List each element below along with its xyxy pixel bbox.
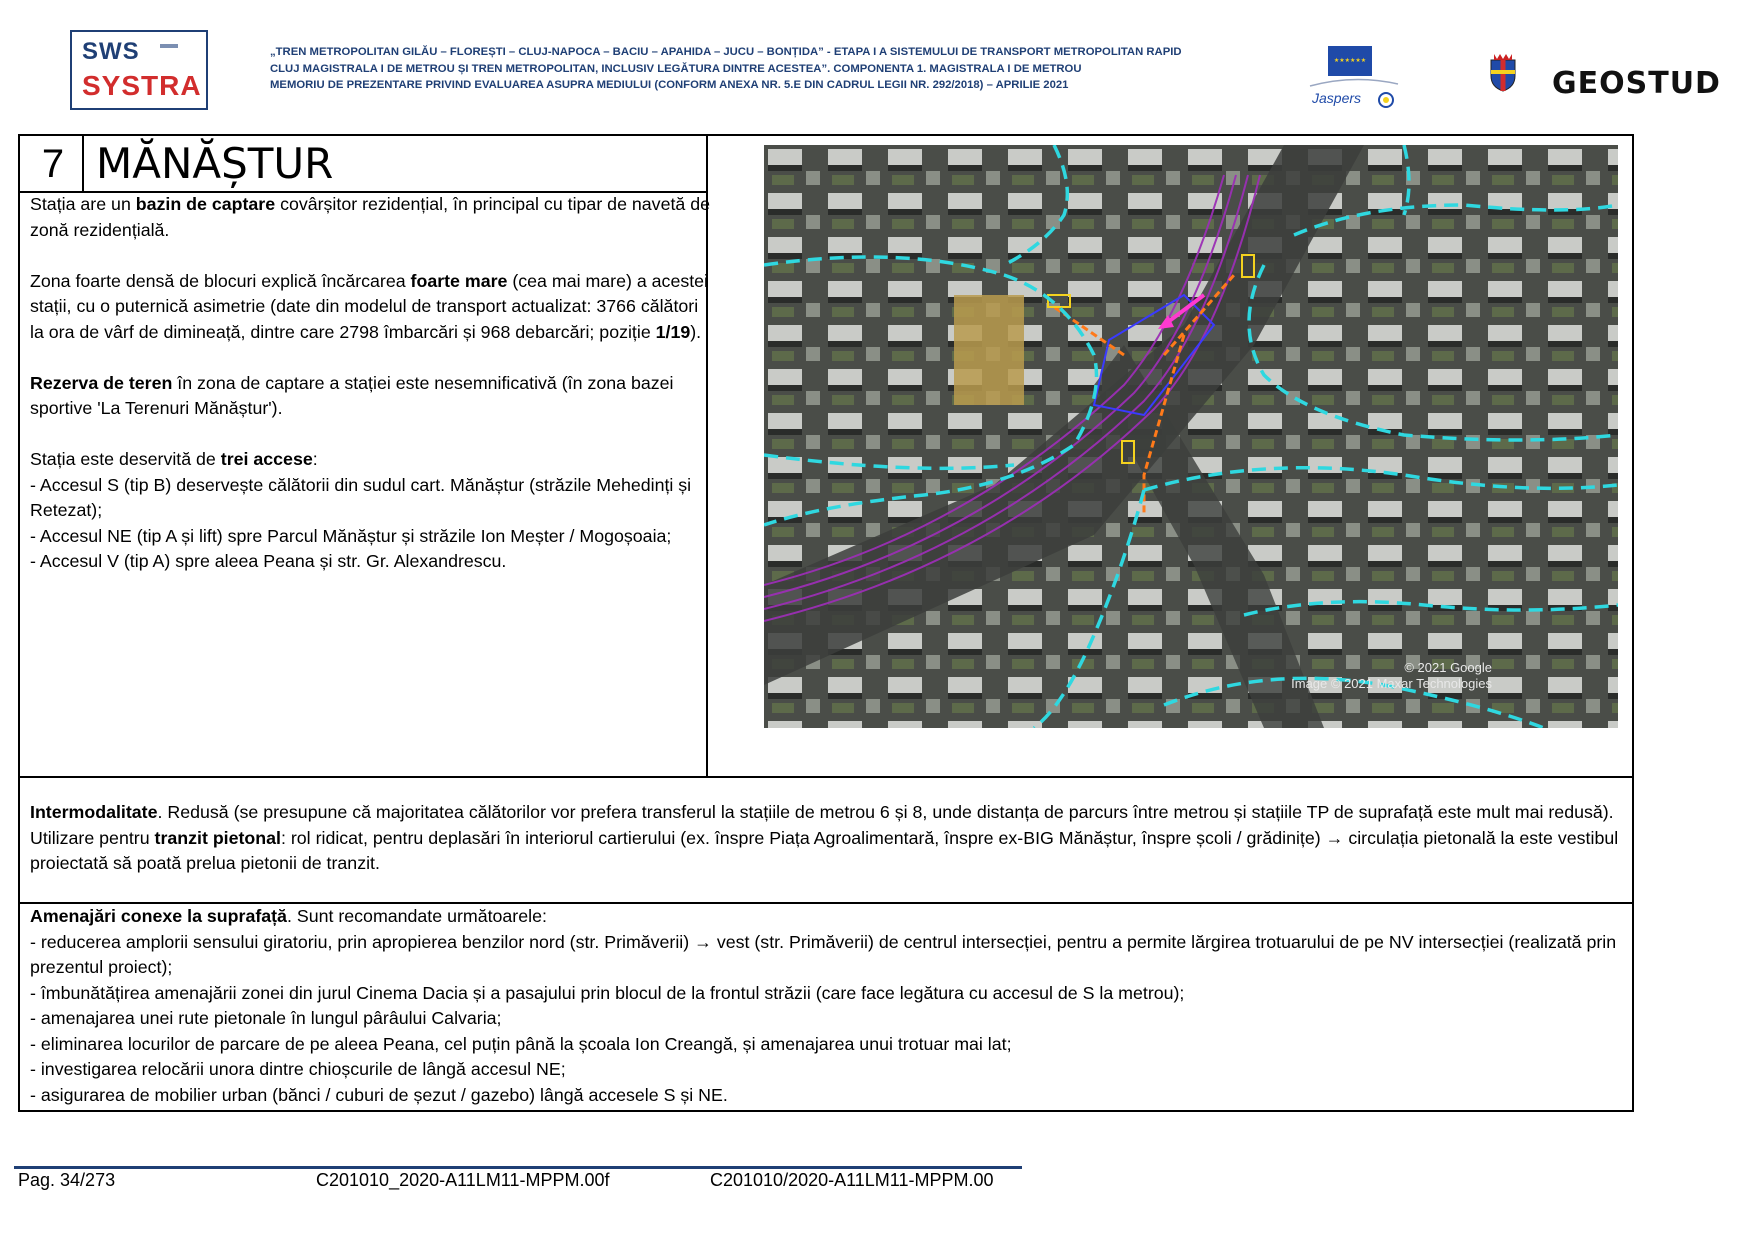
jaspers-swirl-icon (1376, 88, 1396, 112)
surface-amenities-section (30, 904, 1620, 1108)
text-run: : rol ridicat, pentru deplasări în interiorul cartierului (ex. înspre Piața Agroalimentară, înspre ex-BIG Mănăștur, înspre școli / grădinițe) → circulația pietonală la este vestibul proiectată să poată prelua pietonii de tranzit. (30, 827, 1619, 873)
bold-text: 1/19 (655, 321, 691, 342)
amenities-paragraph (30, 930, 1620, 981)
left_paragraphs-paragraph (30, 371, 710, 422)
amenities-paragraph (30, 904, 1620, 930)
bold-text: Amenajări conexe la suprafață (30, 906, 287, 926)
header-line-1: „TREN METROPOLITAN GILĂU – FLOREȘTI – CLUJ-NAPOCA – BACIU – APAHIDA – JUCU – BONȚIDA” - ETAPA I A SISTEMULUI DE TRANSPORT METROPOLITAN RAPID (270, 46, 1182, 58)
bold-text: Rezerva de teren (30, 372, 173, 393)
cluj-county-crest-icon (1488, 54, 1518, 92)
amenities-paragraph (30, 1032, 1620, 1058)
sws-systra-logo (70, 30, 208, 110)
bold-text: Intermodalitate (30, 802, 158, 822)
intermodality-row-rule (18, 776, 1634, 778)
map-credit-google: © 2021 Google (1404, 660, 1492, 675)
header-line-2: CLUJ MAGISTRALA I DE METROU ȘI TREN METROPOLITAN, INCLUSIV LEGĂTURA DINTRE ACESTEA”. COMPONENTA 1. MAGISTRALA I DE METROU (270, 62, 1082, 75)
text-run: - Accesul V (tip A) spre aleea Peana și str. Gr. Alexandrescu. (30, 551, 507, 571)
text-run: Stația are un (30, 194, 136, 214)
map-graphic (764, 145, 1618, 728)
text-run: - eliminarea locurilor de parcare de pe aleea Peana, cel puțin până la școala Ion Creangă, și amenajarea unui trotuar mai lat; (30, 1033, 1012, 1054)
intermodality-section (30, 800, 1620, 877)
text-run: . Redusă (se presupune că majoritatea călătorilor vor prefera transferul la stațiile de metrou 6 și 8, unde distanța de parcurs între metrou și stațiile TP de suprafață este mult mai redusă). (157, 802, 1614, 822)
amenities-paragraph (30, 1006, 1620, 1032)
jaspers-text: Jaspers (1312, 90, 1362, 106)
eu-jaspers-logo (1308, 42, 1400, 120)
logo-systra-text: SYSTRA (82, 70, 202, 101)
text-run: . Sunt recomandate următoarele: (286, 906, 547, 926)
text-run: - amenajarea unei rute pietonale în lungul pârâului Calvaria; (30, 1008, 502, 1028)
station-number: 7 (41, 142, 65, 186)
amenities-paragraph (30, 981, 1620, 1007)
geostud-logo: GEOSTUD (1552, 66, 1721, 101)
logo-sws-text: SWS (82, 38, 140, 65)
text-run: Zona foarte densă de blocuri explică încărcarea (30, 270, 411, 291)
text-run: - reducerea amplorii sensului giratoriu, prin apropierea benzilor nord (str. Primăverii) → vest (str. Primăverii) de centrul intersecției, pentru a permite lărgirea trotuarului de pe NV intersecției (realizată prin prezentul proiect); (30, 931, 1617, 977)
map-credit-maxar: Image © 2021 Maxar Technologies (1291, 676, 1492, 691)
text-run: - Accesul S (tip B) deservește călătorii din sudul cart. Mănăștur (străzile Mehedinți și Retezat); (30, 474, 692, 520)
map-attribution (1291, 660, 1492, 692)
bold-text: bazin de captare (135, 194, 276, 214)
document-code-file: C201010_2020-A11LM11-MPPM.00f (316, 1170, 610, 1190)
text-run: ). (690, 321, 702, 342)
text-run: (cea mai mare) a acestei stații, cu o puternică asimetrie (date din modelul de transport actualizat: 3766 călători la ora de vârf de dimineață, dintre care 2798 îmbarcări și 968 debarcări; poziție (30, 270, 709, 342)
left_paragraphs-paragraph (30, 192, 710, 243)
amenities-paragraph (30, 1083, 1620, 1109)
header-line-3: MEMORIU DE PREZENTARE PRIVIND EVALUAREA ASUPRA MEDIULUI (CONFORM ANEXA NR. 5.E DIN CADRUL LEGII NR. 292/2018) – APRILIE 2021 (270, 79, 1069, 91)
text-run: în zona de captare a stației este nesemnificativă (în zona bazei sportive 'La Terenuri Mănăștur'). (30, 372, 674, 418)
text-run: Stația este deservită de (30, 449, 221, 469)
text-run: : (312, 449, 318, 469)
bold-text: foarte mare (410, 270, 508, 291)
metrans-mark (160, 44, 178, 60)
bold-text: trei accese (220, 449, 313, 469)
text-run: - investigarea relocării unora dintre chioșcurile de lângă accesul NE; (30, 1059, 566, 1079)
page-number: Pag. 34/273 (18, 1170, 116, 1190)
text-run: - îmbunătățirea amenajării zonei din jurul Cinema Dacia și a pasajului prin blocul de la frontul străzii (care face legătura cu accesul de S la metrou); (30, 982, 1185, 1003)
document-code: C201010/2020-A11LM11-MPPM.00 (710, 1170, 994, 1190)
text-run: - Accesul NE (tip A și lift) spre Parcul Mănăștur și străzile Ion Meșter / Mogoșoaia; (30, 525, 672, 546)
satellite-map (764, 145, 1618, 728)
crest-caption (1475, 94, 1537, 100)
eu-flag-icon: ★★★★★★ (1328, 46, 1372, 76)
number-cell-divider (82, 134, 84, 192)
left_paragraphs-paragraph (30, 447, 710, 575)
text-run: - asigurarea de mobilier urban (bănci / cuburi de șezut / gazebo) lângă accesele S și NE. (30, 1084, 728, 1105)
text-run: covârșitor rezidențial, în principal cu tipar de navetă de zonă rezidențială. (30, 194, 711, 240)
amenities-paragraph (30, 1057, 1620, 1083)
project-header (270, 44, 1280, 94)
bold-text: tranzit pietonal (154, 827, 281, 848)
left_paragraphs-paragraph (30, 269, 710, 346)
station-name: MĂNĂȘTUR (96, 139, 334, 188)
text-run: Utilizare pentru (30, 827, 155, 848)
intermodality-paragraph (30, 800, 1620, 877)
station-description (30, 192, 710, 600)
